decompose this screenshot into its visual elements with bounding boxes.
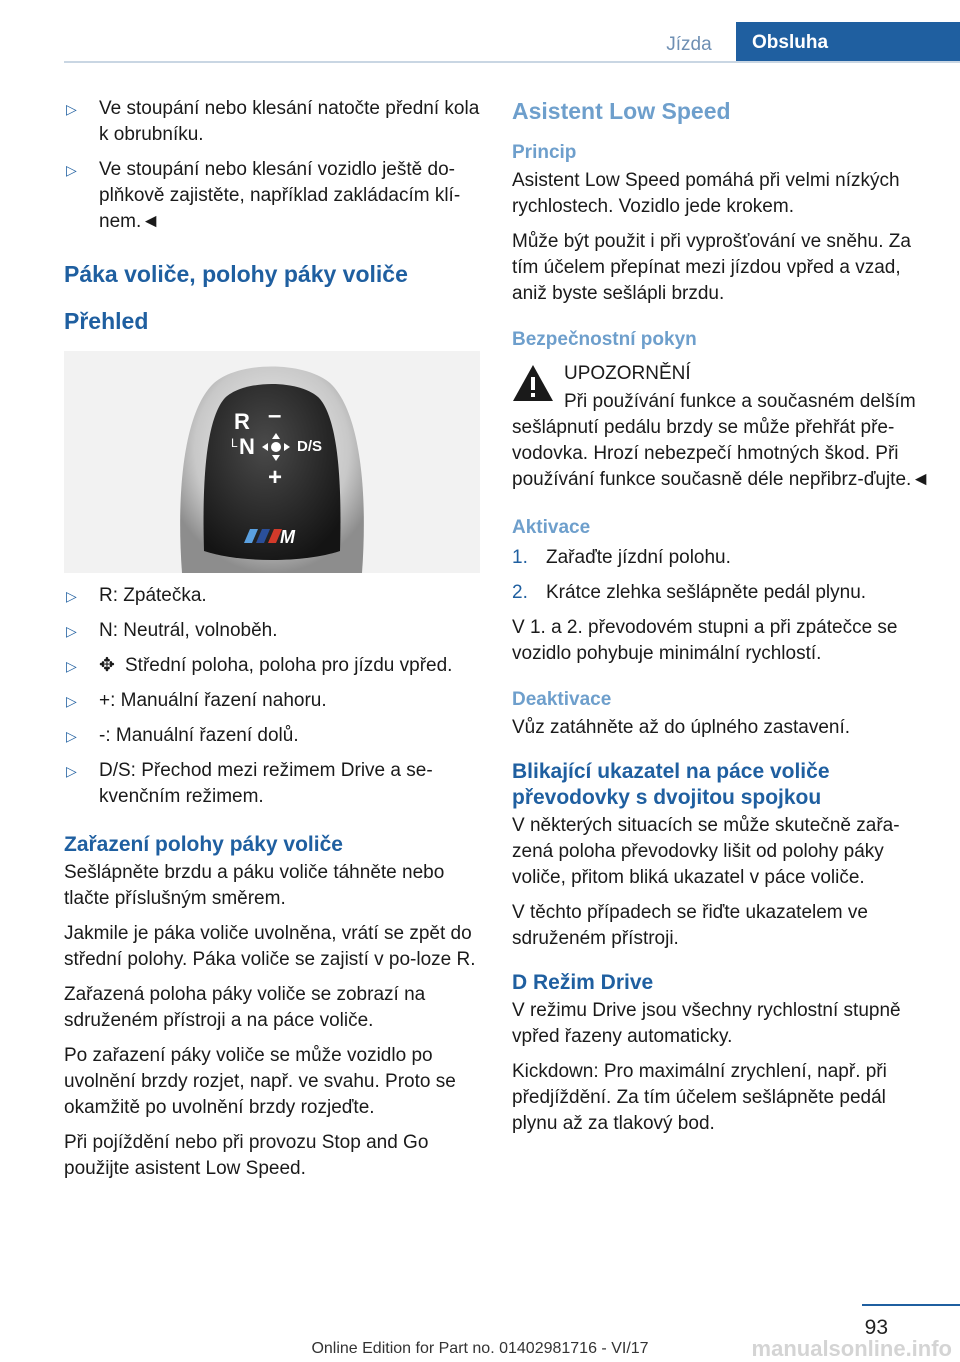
paragraph: Po zařazení páky voliče se může vozidlo po uvolnění brzdy rozjet, např. ve svahu. Proto se okamžitě po uvolnění brzdy rozjeďte. [64,1045,456,1118]
bullet-triangle-icon: ▷ [66,728,77,744]
section-tab-driving: Jízda [666,34,712,55]
bullet-triangle-icon: ▷ [66,658,77,674]
heading-selector-lever: Páka voliče, polohy páky voliče [64,261,408,287]
list-item: 2. Krátce zlehka sešlápněte pedál plynu. [512,582,867,603]
bullet-triangle-icon: ▷ [66,588,77,604]
label-n: N [239,434,255,459]
label-plus: + [268,464,283,491]
footer-rule [862,1304,960,1306]
paragraph: Jakmile je páka voliče uvolněna, vrátí se zpět do střední polohy. Páka voliče se zajistí v po-loze R. [64,923,476,970]
watermark: manualsonline.info [751,1336,952,1361]
warning-block [512,361,932,387]
warning-title: UPOZORNĚNÍ [564,363,691,384]
selector-lever-illustration [64,351,480,573]
warning-triangle-icon [512,363,554,403]
svg-text:M: M [280,527,295,547]
bullet-triangle-icon: ▷ [66,693,77,709]
center-position-icon: ✥ [99,655,115,676]
chapter-tab-operation: Obsluha [736,22,960,63]
paragraph: Kickdown: Pro maximální zrychlení, např. při předjíždění. Za tím účelem sešlápněte pedál plynu až za tlakový bod. [512,1061,887,1134]
header-rule [64,61,960,63]
list-item: ▷ D/S: Přechod mezi režimem Drive a se-kvenčním režimem. [66,760,433,807]
warning-text: Při používání funkce a současném delším sešlápnutí pedálu brzdy se může přehřát pře-vodovka. Hrozí nebezpečí hmotných škod. Při používání funkce současně déle nepřibrz-ďujte.◄ [512,391,931,490]
paragraph: Vůz zatáhněte až do úplného zastavení. [512,717,851,738]
list-item: ▷ N: Neutrál, volnoběh. [64,618,482,644]
paragraph: V režimu Drive jsou všechny rychlostní stupně vpřed řazeny automaticky. [512,1000,901,1047]
heading-deactivation: Deaktivace [512,689,612,710]
paragraph: Při pojíždění nebo při provozu Stop and Go použijte asistent Low Speed. [64,1132,429,1179]
heading-activation: Aktivace [512,517,591,538]
label-l: L [231,436,238,450]
heading-overview: Přehled [64,308,149,334]
list-item: ▷ ✥ Střední poloha, poloha pro jízdu vpřed. [64,653,482,679]
paragraph: Může být použit i při vyprošťování ve sněhu. Za tím účelem přepínat mezi jízdou vpřed a vzad, aniž byste sešlápli brzdu. [512,231,911,304]
heading-engage-position: Zařazení polohy páky voliče [64,833,343,856]
bullet-triangle-icon: ▷ [66,162,77,178]
paragraph: Asistent Low Speed pomáhá při velmi nízkých rychlostech. Vozidlo jede krokem. [512,170,900,217]
list-item: ▷ +: Manuální řazení nahoru. [64,688,482,714]
label-minus: – [268,402,282,429]
heading-drive-mode: D Režim Drive [512,971,654,994]
paragraph: V některých situacích se může skutečně zařa-zená poloha převodovky lišit od polohy páky voliče, přitom bliká ukazatel v páce voliče. [512,815,900,888]
label-ds: D/S [297,438,323,455]
page-number: 93 [864,1316,888,1339]
selector-lever-photo [64,351,480,573]
edition-note: Online Edition for Part no. 01402981716 - VI/17 [311,1340,649,1357]
list-item: 1. Zařaďte jízdní polohu. [512,547,731,568]
list-item: ▷ -: Manuální řazení dolů. [64,723,482,749]
list-item: ▷ Ve stoupání nebo klesání natočte přední kola k obrubníku. [66,98,480,145]
left-column [64,96,482,1191]
heading-safety: Bezpečnostní pokyn [512,329,697,350]
heading-principle: Princip [512,142,577,163]
right-column [512,96,932,1146]
list-item: ▷ Ve stoupání nebo klesání vozidlo ještě do-plňkově zajistěte, například zakládacím klí-nem.◄ [66,159,461,232]
section-title-low-speed: Asistent Low Speed [512,98,731,124]
paragraph: V 1. a 2. převodovém stupni a při zpátečce se vozidlo pohybuje minimální rychlostí. [512,617,898,664]
paragraph: V těchto případech se řiďte ukazatelem ve sdruženém přístroji. [512,902,868,949]
list-item: ▷ R: Zpátečka. [64,583,482,609]
bullet-triangle-icon: ▷ [66,763,77,779]
label-r: R [234,409,250,434]
paragraph: Sešlápněte brzdu a páku voliče táhněte nebo tlačte příslušným směrem. [64,862,445,909]
paragraph: Zařazená poloha páky voliče se zobrazí na sdruženém přístroji a na páce voliče. [64,984,426,1031]
bullet-triangle-icon: ▷ [66,101,77,117]
bullet-triangle-icon: ▷ [66,623,77,639]
heading-blinking-indicator: Blikající ukazatel na páce voliče převodovky s dvojitou spojkou [512,760,830,809]
